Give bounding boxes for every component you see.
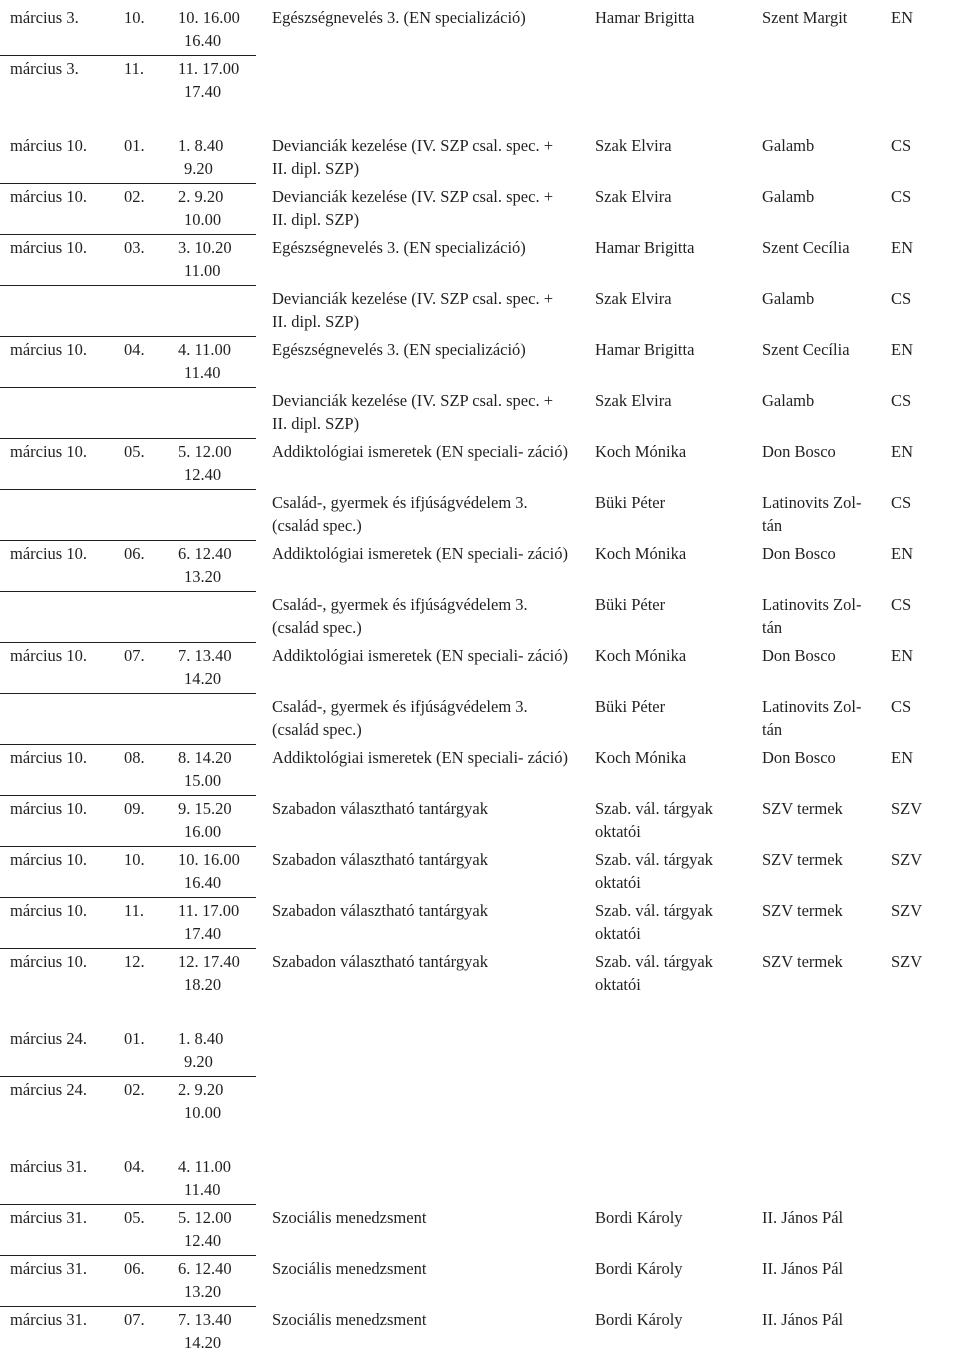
teacher-cell: Koch Mónika [595, 442, 687, 461]
place-cell: II. János Pál [762, 1310, 844, 1329]
slot-cell: 01. [124, 1029, 145, 1048]
time-end-cell: 14.20 [184, 668, 222, 688]
subject-cell: Egészségnevelés 3. (EN specializáció) [272, 8, 526, 27]
date-cell: március 10. [10, 646, 87, 665]
place-cell: Don Bosco [762, 442, 836, 461]
place-cell: SZV termek [762, 850, 843, 869]
date-cell: március 10. [10, 340, 87, 359]
slot-cell: 11. [124, 901, 145, 920]
place-cell: Don Bosco [762, 646, 836, 665]
date-cell: március 31. [10, 1208, 87, 1227]
time-start-cell: 1. 8.40 [178, 1029, 224, 1048]
time-start-cell: 6. 12.40 [178, 544, 232, 563]
teacher-cell: Bordi Károly [595, 1259, 683, 1278]
row-rule [0, 55, 256, 56]
place-cell: Latinovits Zol- tán [762, 493, 862, 535]
row-rule [0, 1255, 256, 1256]
teacher-cell: Szak Elvira [595, 391, 672, 410]
time-start-cell: 4. 11.00 [178, 1157, 232, 1176]
slot-cell: 06. [124, 1259, 145, 1278]
date-cell: március 31. [10, 1157, 87, 1176]
time-start-cell: 2. 9.20 [178, 187, 224, 206]
row-rule [0, 1076, 256, 1077]
row-rule [0, 336, 256, 337]
teacher-cell: Szak Elvira [595, 136, 672, 155]
date-cell: március 24. [10, 1029, 87, 1048]
time-end-cell: 14.20 [184, 1332, 222, 1352]
row-rule [0, 387, 256, 388]
slot-cell: 10. [124, 850, 145, 869]
time-start-cell: 4. 11.00 [178, 340, 232, 359]
time-start-cell: 2. 9.20 [178, 1080, 224, 1099]
subject-cell: Devianciák kezelése (IV. SZP csal. spec. + II. dipl. SZP) [272, 289, 553, 331]
date-cell: március 3. [10, 59, 79, 78]
code-cell: EN [891, 646, 913, 665]
code-cell: CS [891, 289, 912, 308]
time-end-cell: 9.20 [184, 158, 213, 178]
code-cell: EN [891, 8, 913, 27]
row-rule [0, 642, 256, 643]
slot-cell: 04. [124, 340, 145, 359]
place-cell: Galamb [762, 391, 815, 410]
code-cell: CS [891, 595, 912, 614]
time-start-cell: 7. 13.40 [178, 646, 232, 665]
code-cell: SZV [891, 799, 923, 818]
time-start-cell: 9. 15.20 [178, 799, 232, 818]
row-rule [0, 744, 256, 745]
time-start-cell: 12. 17.40 [178, 952, 240, 971]
slot-cell: 03. [124, 238, 145, 257]
date-cell: március 10. [10, 442, 87, 461]
slot-cell: 05. [124, 442, 145, 461]
code-cell: EN [891, 442, 913, 461]
subject-cell: Egészségnevelés 3. (EN specializáció) [272, 238, 526, 257]
row-rule [0, 489, 256, 490]
date-cell: március 10. [10, 850, 87, 869]
time-end-cell: 17.40 [184, 81, 222, 101]
time-start-cell: 6. 12.40 [178, 1259, 232, 1278]
subject-cell: Szabadon választható tantárgyak [272, 799, 488, 818]
time-end-cell: 13.20 [184, 566, 222, 586]
time-end-cell: 15.00 [184, 770, 222, 790]
row-rule [0, 693, 256, 694]
slot-cell: 01. [124, 136, 145, 155]
row-rule [0, 438, 256, 439]
subject-cell: Szabadon választható tantárgyak [272, 850, 488, 869]
time-start-cell: 11. 17.00 [178, 901, 240, 920]
subject-cell: Addiktológiai ismeretek (EN speciali- záció) [272, 442, 568, 461]
code-cell: CS [891, 136, 912, 155]
teacher-cell: Szab. vál. tárgyak oktatói [595, 850, 713, 892]
date-cell: március 10. [10, 238, 87, 257]
subject-cell: Család-, gyermek és ifjúságvédelem 3. (család spec.) [272, 493, 528, 535]
date-cell: március 10. [10, 748, 87, 767]
code-cell: EN [891, 340, 913, 359]
row-rule [0, 540, 256, 541]
teacher-cell: Koch Mónika [595, 544, 687, 563]
teacher-cell: Büki Péter [595, 697, 666, 716]
teacher-cell: Szak Elvira [595, 187, 672, 206]
time-start-cell: 8. 14.20 [178, 748, 232, 767]
teacher-cell: Büki Péter [595, 493, 666, 512]
teacher-cell: Szak Elvira [595, 289, 672, 308]
date-cell: március 10. [10, 187, 87, 206]
subject-cell: Addiktológiai ismeretek (EN speciali- záció) [272, 748, 568, 767]
place-cell: Galamb [762, 289, 815, 308]
subject-cell: Szociális menedzsment [272, 1208, 427, 1227]
date-cell: március 3. [10, 8, 79, 27]
date-cell: március 31. [10, 1310, 87, 1329]
code-cell: CS [891, 697, 912, 716]
time-end-cell: 12.40 [184, 1230, 222, 1250]
slot-cell: 11. [124, 59, 145, 78]
subject-cell: Szabadon választható tantárgyak [272, 901, 488, 920]
date-cell: március 10. [10, 952, 87, 971]
row-rule [0, 1204, 256, 1205]
subject-cell: Devianciák kezelése (IV. SZP csal. spec. + II. dipl. SZP) [272, 187, 553, 229]
slot-cell: 06. [124, 544, 145, 563]
time-start-cell: 7. 13.40 [178, 1310, 232, 1329]
place-cell: Galamb [762, 187, 815, 206]
code-cell: CS [891, 187, 912, 206]
teacher-cell: Hamar Brigitta [595, 340, 695, 359]
date-cell: március 24. [10, 1080, 87, 1099]
teacher-cell: Bordi Károly [595, 1310, 683, 1329]
time-end-cell: 10.00 [184, 209, 222, 229]
time-start-cell: 1. 8.40 [178, 136, 224, 155]
place-cell: SZV termek [762, 901, 843, 920]
row-rule [0, 948, 256, 949]
time-start-cell: 10. 16.00 [178, 8, 240, 27]
subject-cell: Szabadon választható tantárgyak [272, 952, 488, 971]
place-cell: Szent Cecília [762, 238, 850, 257]
code-cell: EN [891, 238, 913, 257]
time-end-cell: 11.40 [184, 1179, 221, 1199]
place-cell: Szent Cecília [762, 340, 850, 359]
code-cell: SZV [891, 901, 923, 920]
code-cell: SZV [891, 952, 923, 971]
row-rule [0, 795, 256, 796]
slot-cell: 02. [124, 1080, 145, 1099]
teacher-cell: Hamar Brigitta [595, 238, 695, 257]
place-cell: II. János Pál [762, 1259, 844, 1278]
row-rule [0, 846, 256, 847]
place-cell: Latinovits Zol- tán [762, 595, 862, 637]
place-cell: Latinovits Zol- tán [762, 697, 862, 739]
code-cell: SZV [891, 850, 923, 869]
row-rule [0, 591, 256, 592]
row-rule [0, 234, 256, 235]
subject-cell: Addiktológiai ismeretek (EN speciali- záció) [272, 544, 568, 563]
subject-cell: Szociális menedzsment [272, 1259, 427, 1278]
slot-cell: 02. [124, 187, 145, 206]
date-cell: március 10. [10, 544, 87, 563]
place-cell: II. János Pál [762, 1208, 844, 1227]
place-cell: Szent Margit [762, 8, 848, 27]
teacher-cell: Koch Mónika [595, 748, 687, 767]
place-cell: SZV termek [762, 952, 843, 971]
date-cell: március 10. [10, 136, 87, 155]
subject-cell: Devianciák kezelése (IV. SZP csal. spec. + II. dipl. SZP) [272, 391, 553, 433]
time-end-cell: 13.20 [184, 1281, 222, 1301]
slot-cell: 04. [124, 1157, 145, 1176]
date-cell: március 31. [10, 1259, 87, 1278]
time-end-cell: 11.00 [184, 260, 221, 280]
teacher-cell: Koch Mónika [595, 646, 687, 665]
place-cell: SZV termek [762, 799, 843, 818]
time-start-cell: 10. 16.00 [178, 850, 240, 869]
teacher-cell: Bordi Károly [595, 1208, 683, 1227]
place-cell: Don Bosco [762, 748, 836, 767]
slot-cell: 12. [124, 952, 145, 971]
time-end-cell: 16.00 [184, 821, 222, 841]
slot-cell: 07. [124, 646, 145, 665]
row-rule [0, 285, 256, 286]
subject-cell: Devianciák kezelése (IV. SZP csal. spec. + II. dipl. SZP) [272, 136, 553, 178]
time-end-cell: 12.40 [184, 464, 222, 484]
date-cell: március 10. [10, 799, 87, 818]
subject-cell: Család-, gyermek és ifjúságvédelem 3. (család spec.) [272, 697, 528, 739]
time-end-cell: 9.20 [184, 1051, 213, 1071]
slot-cell: 10. [124, 8, 145, 27]
teacher-cell: Büki Péter [595, 595, 666, 614]
code-cell: CS [891, 493, 912, 512]
time-start-cell: 3. 10.20 [178, 238, 232, 257]
time-end-cell: 17.40 [184, 923, 222, 943]
subject-cell: Szociális menedzsment [272, 1310, 427, 1329]
code-cell: EN [891, 544, 913, 563]
time-start-cell: 5. 12.00 [178, 442, 232, 461]
date-cell: március 10. [10, 901, 87, 920]
row-rule [0, 183, 256, 184]
time-end-cell: 16.40 [184, 872, 222, 892]
time-start-cell: 5. 12.00 [178, 1208, 232, 1227]
teacher-cell: Szab. vál. tárgyak oktatói [595, 901, 713, 943]
place-cell: Galamb [762, 136, 815, 155]
row-rule [0, 897, 256, 898]
time-end-cell: 16.40 [184, 30, 222, 50]
time-start-cell: 11. 17.00 [178, 59, 240, 78]
teacher-cell: Szab. vál. tárgyak oktatói [595, 799, 713, 841]
subject-cell: Egészségnevelés 3. (EN specializáció) [272, 340, 526, 359]
code-cell: EN [891, 748, 913, 767]
row-rule [0, 1306, 256, 1307]
teacher-cell: Szab. vál. tárgyak oktatói [595, 952, 713, 994]
time-end-cell: 11.40 [184, 362, 221, 382]
teacher-cell: Hamar Brigitta [595, 8, 695, 27]
slot-cell: 08. [124, 748, 145, 767]
time-end-cell: 18.20 [184, 974, 222, 994]
code-cell: CS [891, 391, 912, 410]
subject-cell: Addiktológiai ismeretek (EN speciali- záció) [272, 646, 568, 665]
slot-cell: 05. [124, 1208, 145, 1227]
slot-cell: 09. [124, 799, 145, 818]
subject-cell: Család-, gyermek és ifjúságvédelem 3. (család spec.) [272, 595, 528, 637]
place-cell: Don Bosco [762, 544, 836, 563]
time-end-cell: 10.00 [184, 1102, 222, 1122]
slot-cell: 07. [124, 1310, 145, 1329]
